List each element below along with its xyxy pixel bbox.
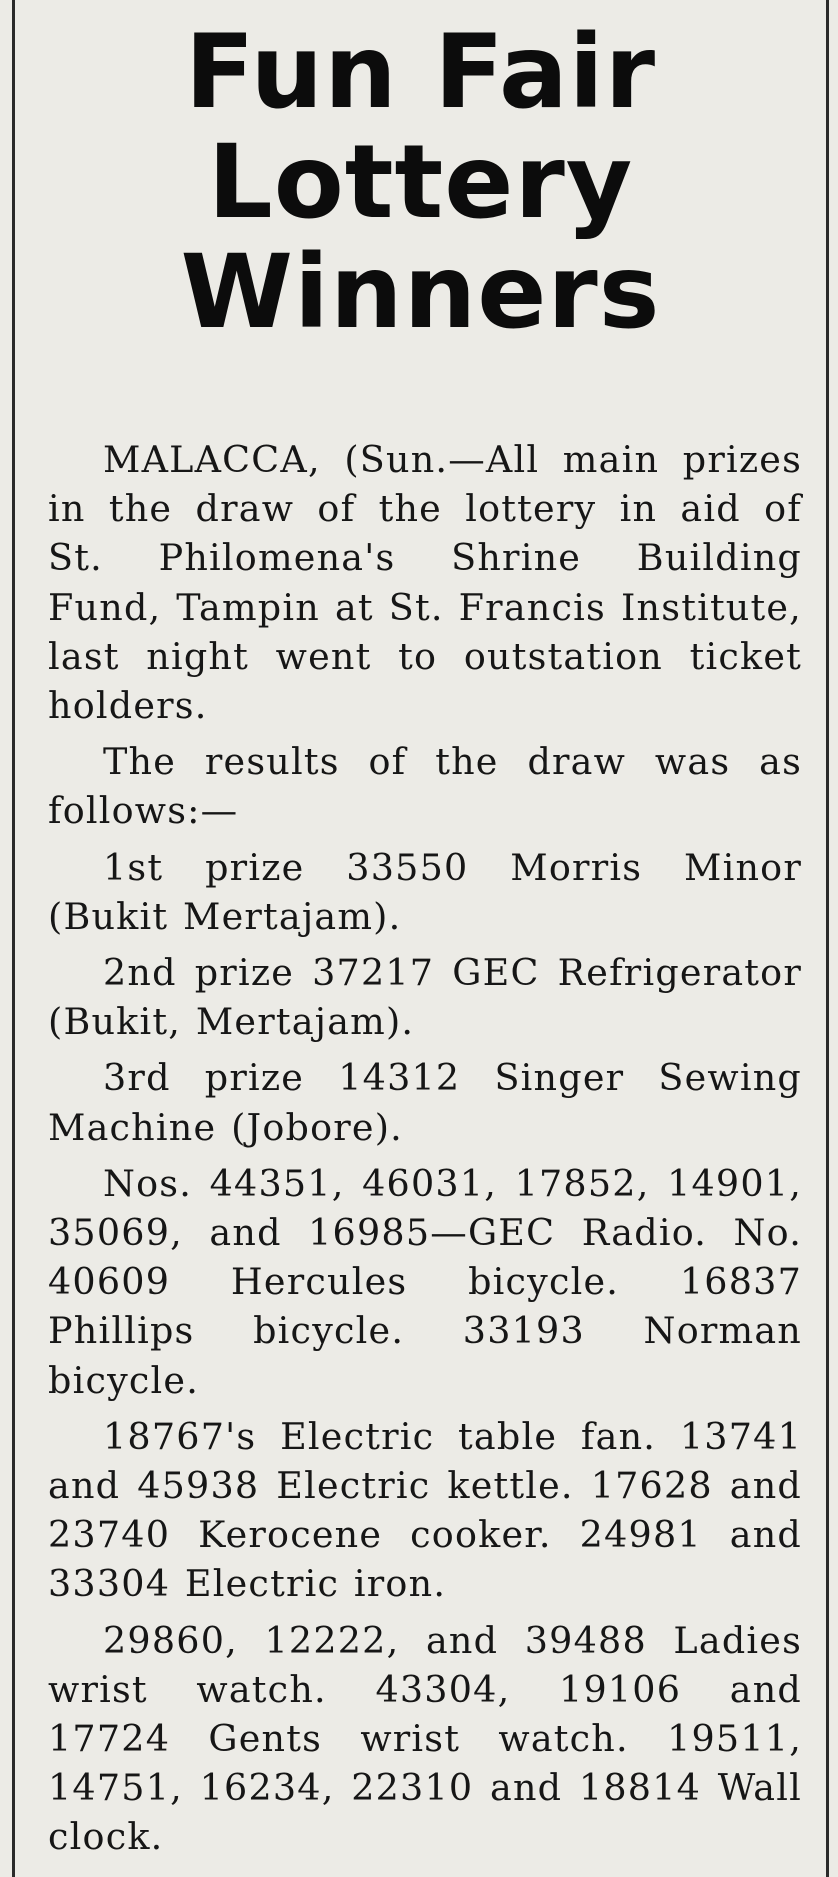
paragraph-results-intro: The results of the draw was as follows:— bbox=[48, 740, 802, 833]
paragraph-third-prize: 3rd prize 14312 Singer Sewing Machine (Jobore). bbox=[48, 1056, 802, 1149]
paragraph-dateline: MALACCA, (Sun.—All main prizes in the draw of the lottery in aid of St. Philomena's Shrine Building Fund, Tampin at St. Francis Institute, last night went to outstation ticket holders. bbox=[48, 438, 802, 728]
column-rule-right bbox=[826, 0, 829, 1877]
paragraph-appliance-prizes: 18767's Electric table fan. 13741 and 45938 Electric kettle. 17628 and 23740 Kerocene cooker. 24981 and 33304 Electric iron. bbox=[48, 1414, 802, 1606]
headline-line-2: Lottery bbox=[207, 123, 634, 242]
article-headline bbox=[15, 13, 826, 352]
article-body bbox=[48, 435, 802, 1869]
paragraph-first-prize: 1st prize 33550 Morris Minor (Bukit Mertajam). bbox=[48, 845, 802, 938]
paragraph-watch-clock-prizes: 29860, 12222, and 39488 Ladies wrist watch. 43304, 19106 and 17724 Gents wrist watch. 19511, 14751, 16234, 22310 and 18814 Wall clock. bbox=[48, 1618, 802, 1859]
paragraph-radio-bicycle-prizes: Nos. 44351, 46031, 17852, 14901, 35069, and 16985—GEC Radio. No. 40609 Hercules bicycle. 16837 Phillips bicycle. 33193 Norman bicycle. bbox=[48, 1161, 802, 1402]
paragraph-second-prize: 2nd prize 37217 GEC Refrigerator (Bukit, Mertajam). bbox=[48, 951, 802, 1044]
headline-line-3: Winners bbox=[180, 233, 661, 352]
headline-line-1: Fun Fair bbox=[184, 13, 657, 132]
